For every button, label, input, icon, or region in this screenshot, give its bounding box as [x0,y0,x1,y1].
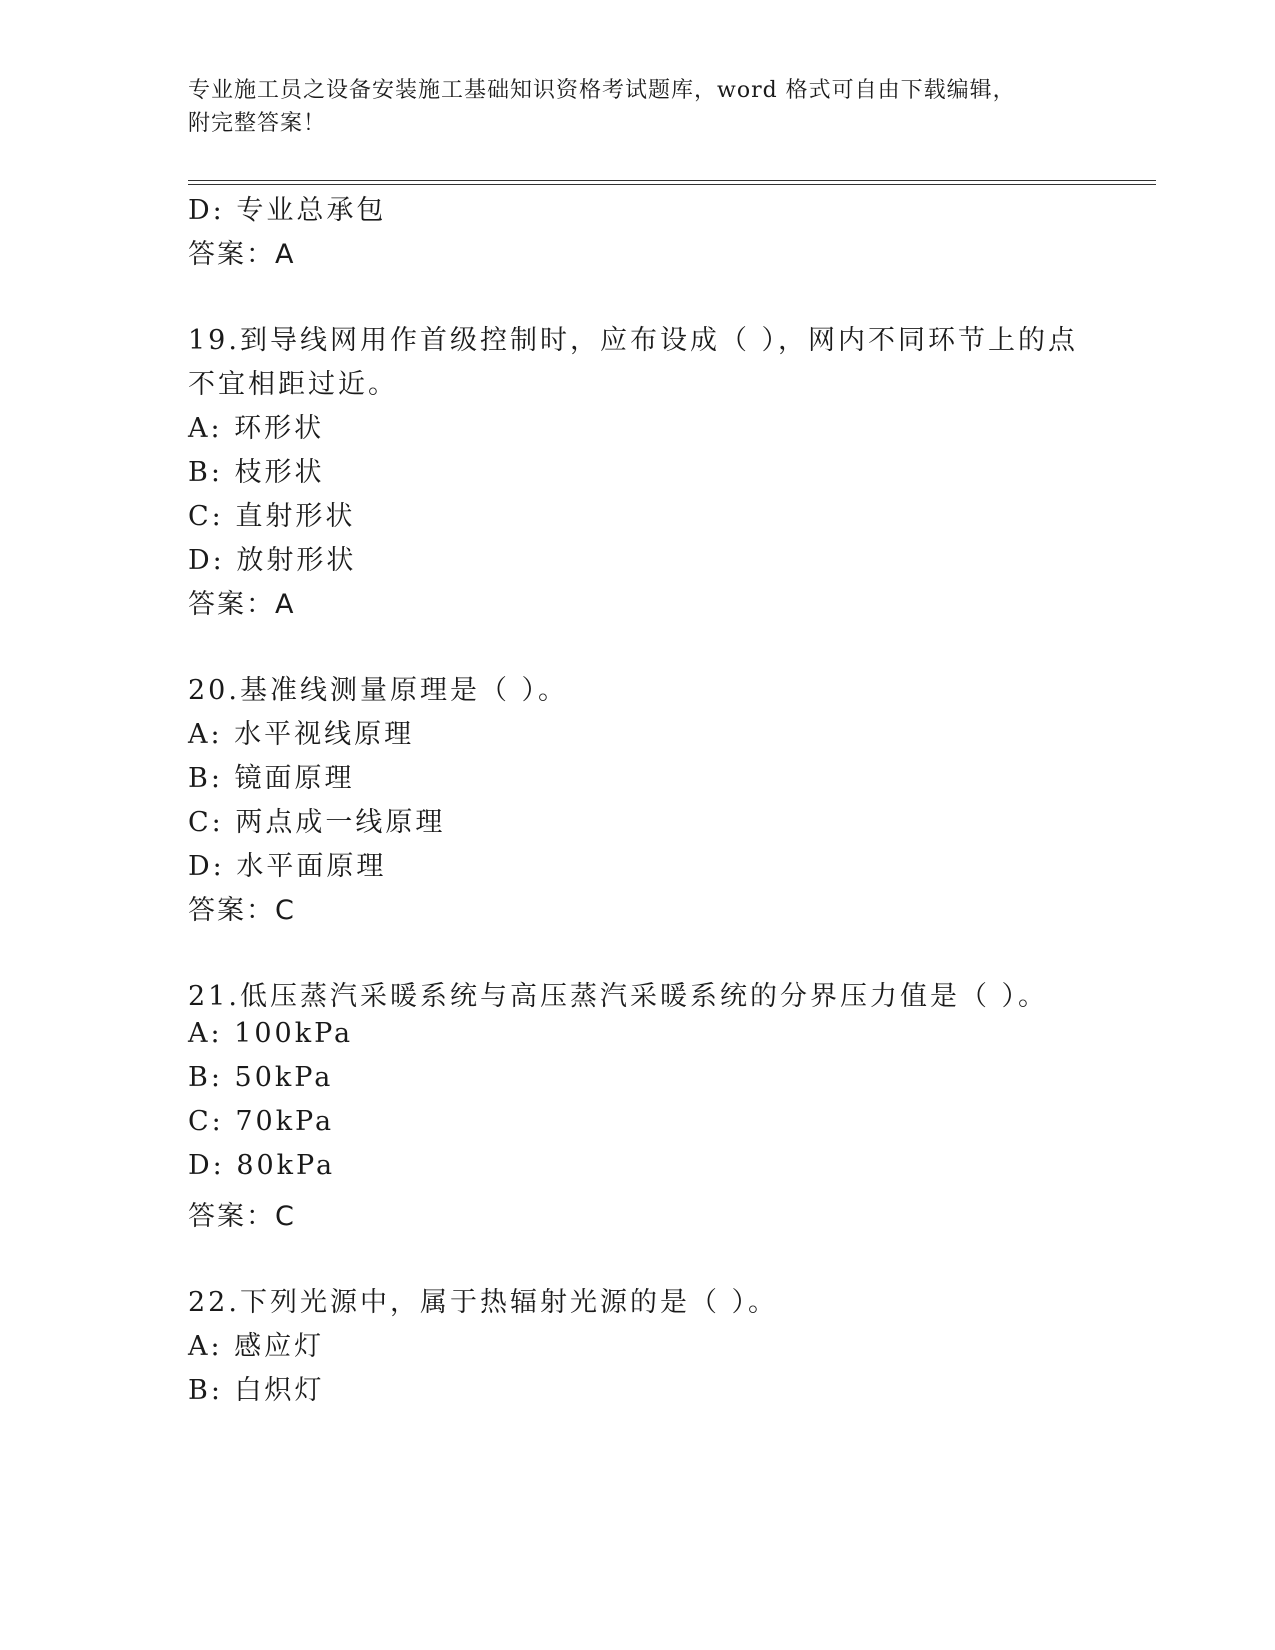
option-b: B: 50kPa [188,1062,334,1093]
header-line-2: 附完整答案！ [188,111,327,136]
option-b: B: 白炽灯 [188,1375,325,1406]
option-a: A: 感应灯 [188,1331,325,1362]
option-b: B: 镜面原理 [188,763,355,794]
question-stem: 22.下列光源中，属于热辐射光源的是（ ）。 [188,1287,779,1318]
question-stem: 19.到导线网用作首级控制时，应布设成（ ），网内不同环节上的点 [188,325,1079,356]
answer-line: 答案：A [188,239,296,270]
option-c: C: 70kPa [188,1106,335,1137]
question-stem: 20.基准线测量原理是（ ）。 [188,675,569,706]
question-stem: 21.低压蒸汽采暖系统与高压蒸汽采暖系统的分界压力值是（ ）。 [188,981,1049,1012]
option-a: A: 环形状 [188,413,325,444]
option-d: D: 专业总承包 [188,195,387,226]
option-d: D: 80kPa [188,1150,336,1181]
option-c: C: 直射形状 [188,501,356,532]
answer-line: 答案：C [188,1201,296,1232]
option-b: B: 枝形状 [188,457,325,488]
answer-line: 答案：A [188,589,296,620]
question-stem-continued: 不宜相距过近。 [188,369,398,400]
option-c: C: 两点成一线原理 [188,807,446,838]
option-d: D: 水平面原理 [188,851,387,882]
option-d: D: 放射形状 [188,545,357,576]
header-divider-bottom [188,184,1156,185]
option-a: A: 100kPa [188,1018,354,1049]
option-a: A: 水平视线原理 [188,719,415,750]
answer-line: 答案：C [188,895,296,926]
header-divider-top [188,180,1156,181]
document-header [188,74,1088,140]
header-line-1: 专业施工员之设备安装施工基础知识资格考试题库，word 格式可自由下载编辑， [188,78,1016,103]
